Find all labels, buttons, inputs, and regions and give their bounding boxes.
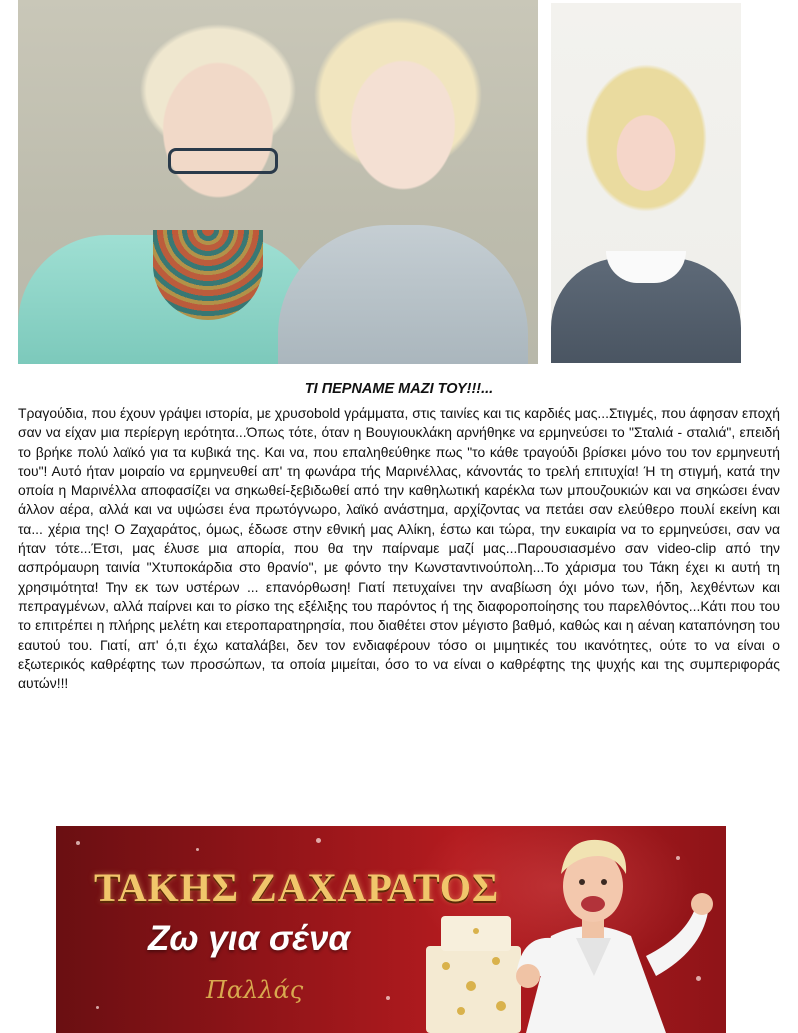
sparkle [76, 841, 80, 845]
sparkle [316, 838, 321, 843]
photo-detail-glasses [168, 148, 278, 174]
photo-detail-shirt-right [278, 225, 528, 364]
sparkle [196, 848, 199, 851]
sparkle [96, 1006, 99, 1009]
singer-figure [516, 840, 713, 1033]
photo-portrait [551, 3, 741, 363]
article-body: Τραγούδια, που έχουν γράψει ιστορία, με χρυσοbold γράμματα, στις ταινίες και τις καρδιές μας...Στιγμές, που άφησαν εποχή σαν να είχαν μια περίεργη ιερότητα...Όπως τότε, όταν η Βουγιουκλάκη αρνήθηκε να ερμηνεύσει το "Σταλιά - σταλιά", επειδή το βρήκε πολύ λαϊκό για τα κυβικά της. Και να, που επαληθεύθηκε πως "το κάθε τραγούδι βρίσκει μόνο του τον ερμηνευτή του"! Αυτό ήταν μοιραίο να ερμηνευθεί απ' τη φωνάρα τής Μαρινέλλας, κάνοντάς το τρελή επιτυχία! Ή τη στιγμή, κατά την οποία η Μαρινέλλα αποφασίζει να σηκωθεί-ξεβιδωθεί από την καθηλωτική καρέκλα των μπουζουκιών και να σηκώσει έναν άλλον αέρα, αλλά και να υψώσει ένα πρωτόγνωρο, λαϊκό ανάστημα, αρχίζοντας να πετάει σαν ελεύθερο πουλί εκείνη και τα... χέρια της! Ο Ζαχαράτος, όμως, έδωσε στην εθνική μας Αλίκη, έστω και τώρα, την ευκαιρία να το ερμηνεύσει, σαν να ήταν τότε...Έτσι, μας έλυσε μια απορία, που θα την παίρναμε μαζί μας...Παρουσιασμένο σαν video-clip από την ασπρόμαυρη ταινία "Χτυποκάρδια στο θρανίο", με φόντο την Κωνσταντινούπολη...Το χάρισμα του Τάκη έχει κι αυτή τη χρησιμότητα! Την εκ των υστέρων ... επανόρθωση! Γιατί πετυχαίνει την αναβίωση όχι μόνο των, ήδη, λεχθέντων και πεπραγμένων, αλλά παίρνει και το ρίσκο της εξέλιξης του παρόντος ή της διαφοροποίησης του παρελθόντος...Κάτι που του το επιτρέπει η πλήρης μελέτη και ετεροπαρατηρησία, που διαθέτει στον μέγιστο βαθμό, καθώς και η αέναη καταπόνηση του εαυτού του. Γιατί, απ' ό,τι έχω καταλάβει, δεν τον ενδιαφέρουν τόσο οι μιμητικές του ικανότητες, ούτε το να είναι ο εξωτερικός καθρέφτης των προσώπων, τα οποία μιμείται, όσο το να είναι ο καθρέφτης της ψυχής και της συμπεριφοράς αυτών!!! [18, 405, 780, 692]
article-heading: ΤΙ ΠΕΡΝΑΜΕ ΜΑΖΙ ΤΟΥ!!!... [304, 381, 494, 397]
banner-venue: Παλλάς [206, 976, 304, 1004]
banner-performer-name: ΤΑΚΗΣ ΖΑΧΑΡΑΤΟΣ [94, 865, 500, 910]
singer-illustration [416, 826, 726, 1033]
sparkle [386, 996, 390, 1000]
banner-show-title: Ζω για σένα [148, 919, 351, 958]
photo-duo [18, 0, 538, 364]
show-banner [56, 826, 726, 1033]
cake-illustration [426, 916, 521, 1033]
